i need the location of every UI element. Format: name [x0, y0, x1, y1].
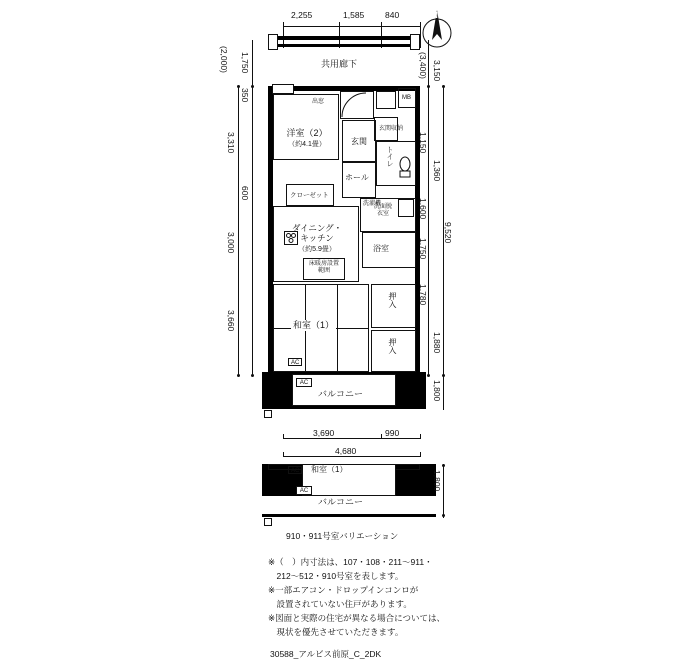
bottom-dim-1: 3,690: [313, 428, 335, 438]
variation-caption: 910・911号室バリエーション: [286, 531, 399, 541]
variation-label-washitsu: 和室（1）: [311, 465, 348, 474]
top-dim-3: 840: [385, 10, 400, 20]
right-dim-total: 9,520: [443, 222, 453, 244]
entrance-area: [342, 120, 376, 162]
label-toilet: トイレ: [386, 146, 393, 167]
note-line-1: ※（ ）内寸法は、107・108・211〜911・: [268, 557, 433, 567]
bottom-dim-2: 990: [385, 428, 400, 438]
variation-label-balcony: バルコニー: [318, 497, 364, 507]
label-floor-heating: 床暖房設置範囲: [308, 261, 339, 275]
note-line-2: 212〜512・910号室を表します。: [268, 571, 404, 581]
left-dim-6: 3,660: [226, 310, 236, 332]
top-dim-1: 2,255: [291, 10, 313, 20]
balcony-drain: [264, 410, 272, 418]
room-yoshitsu2: [273, 94, 339, 160]
entrance-door-swing: [340, 91, 374, 119]
bath-area: [362, 232, 416, 268]
left-dim-3: 3,310: [226, 132, 236, 154]
right-dim-6: 1,780: [418, 284, 428, 306]
ac-marker-washitsu: AC: [288, 358, 302, 366]
toilet-fixture-icon: [398, 155, 412, 179]
right-dim-4: 1,600: [418, 198, 428, 220]
bottom-total-line: [283, 456, 420, 457]
entrance-storage: [374, 117, 398, 141]
balcony-right-post: [396, 372, 426, 406]
plan-code: 30588_アルビス前原_C_2DK: [270, 649, 382, 659]
bottom-total: 4,680: [335, 446, 357, 456]
label-corridor: 共用廊下: [321, 59, 358, 69]
corridor-outer-wall: [270, 36, 418, 40]
note-line-5: ※図面と実際の住宅が異なる場合については、: [268, 613, 445, 623]
label-washer: 洗濯機: [363, 201, 382, 207]
label-balcony: バルコニー: [318, 389, 364, 399]
right-dim-rail: [428, 40, 429, 376]
top-dim-2: 1,585: [343, 10, 365, 20]
balcony-outer-rail: [262, 406, 426, 409]
right-dim-1: 3,150: [432, 60, 442, 82]
variation-balcony-rail: [262, 514, 436, 517]
label-dk: ダイニング・キッチン （約5.9畳）: [291, 223, 343, 253]
label-oshiire-1: 押入: [388, 292, 397, 308]
label-bath: 浴室: [373, 244, 389, 253]
entrance-storage-box: [376, 91, 396, 109]
label-yoshitsu2: 洋室（2） （約4.1畳）: [286, 128, 328, 149]
label-entrance: 玄関: [351, 137, 367, 146]
note-line-3: ※一部エアコン・ドロップインコンロが: [268, 585, 419, 595]
label-entrance-storage: 玄関収納: [379, 126, 404, 132]
corridor-end-right: [410, 34, 420, 50]
right-dim-0: (3,400): [418, 52, 428, 79]
top-dim-line: [283, 26, 420, 27]
left-dim-4: 600: [240, 186, 250, 201]
left-dim-0: (2,000): [219, 46, 229, 73]
label-bay-window: 出窓: [312, 99, 325, 105]
bottom-dim-line: [283, 438, 420, 439]
label-mb: MB: [402, 95, 411, 101]
ac-marker-balcony: AC: [296, 378, 312, 387]
label-washitsu1: 和室（1）: [293, 320, 335, 330]
variation-dim-rail: [443, 464, 444, 518]
note-line-4: 設置されていない住戸があります。: [268, 599, 412, 609]
variation-ac-1: AC: [288, 466, 302, 474]
corridor-rail: [270, 44, 418, 47]
left-dim-rail: [252, 40, 253, 376]
variation-ac-2: AC: [296, 486, 312, 495]
right-dim-2: 1,150: [418, 132, 428, 154]
left-dim-1: 1,750: [240, 52, 250, 74]
label-closet: クローゼット: [290, 192, 329, 199]
left-dim-5: 3,000: [226, 232, 236, 254]
bay-window: [272, 84, 294, 94]
right-dim-5: 1,750: [418, 238, 428, 260]
right-dim-8: 1,800: [432, 380, 442, 402]
note-line-6: 現状を優先させていただきます。: [268, 627, 404, 637]
washer-box: [398, 199, 414, 217]
compass-label: N: [432, 11, 438, 20]
label-oshiire-2: 押入: [388, 338, 397, 354]
corridor-end-left: [268, 34, 278, 50]
stove-icon: [284, 231, 298, 245]
variation-drain: [264, 518, 272, 526]
right-dim-3: 1,360: [432, 160, 442, 182]
left-dim-2: 350: [240, 88, 250, 103]
label-washroom: 洗面脱衣室: [373, 204, 392, 217]
label-hall: ホール: [345, 173, 369, 182]
right-dim-7: 1,880: [432, 332, 442, 354]
variation-dim: 1,800: [432, 470, 442, 492]
balcony-left-post: [262, 372, 292, 406]
left-dim-rail-2: [238, 86, 239, 376]
